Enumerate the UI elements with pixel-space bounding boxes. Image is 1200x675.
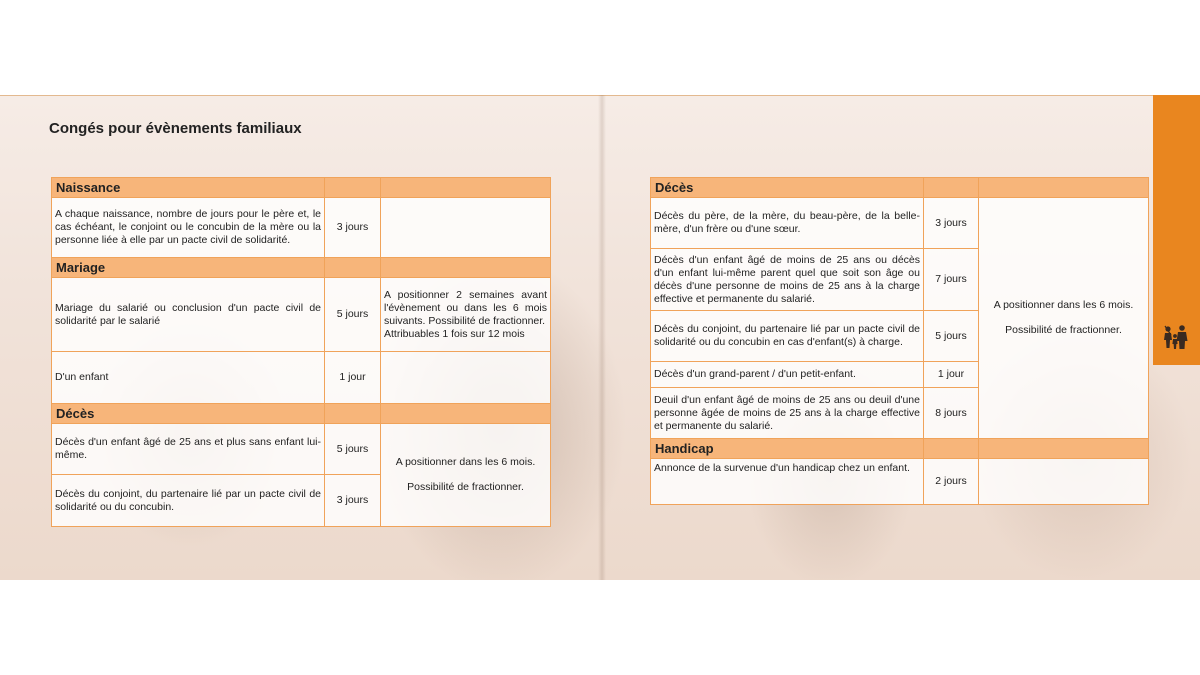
section-title: Handicap — [651, 439, 924, 459]
section-title: Naissance — [52, 178, 325, 198]
event-label: Décès du conjoint, du partenaire lié par un pacte civil de solidarité ou du concubin en cas d'enfant(s) à charge. — [651, 311, 924, 362]
days-value: 5 jours — [924, 311, 979, 362]
section-title: Mariage — [52, 258, 325, 278]
event-label: Décès du père, de la mère, du beau-père, de la belle-mère, d'un frère ou d'une sœur. — [651, 198, 924, 249]
conditions-note — [381, 424, 551, 527]
section-title: Décès — [651, 178, 924, 198]
event-label: Annonce de la survenue d'un handicap chez un enfant. — [651, 459, 924, 505]
table-row — [651, 459, 1149, 505]
event-label: Décès du conjoint, du partenaire lié par un pacte civil de solidarité ou du concubin. — [52, 475, 325, 527]
right-leave-table — [650, 177, 1149, 505]
note-line: Possibilité de fractionner. — [1005, 324, 1122, 336]
table-row — [52, 352, 551, 404]
note-line: Attribuables 1 fois sur 12 mois — [384, 327, 525, 340]
event-label: D'un enfant — [52, 352, 325, 404]
side-tab — [1153, 95, 1200, 365]
section-header-deces — [52, 404, 551, 424]
section-header-handicap — [651, 439, 1149, 459]
family-icon — [1162, 323, 1190, 351]
page-fold — [598, 95, 606, 580]
days-value: 1 jour — [325, 352, 381, 404]
days-value: 5 jours — [325, 278, 381, 352]
event-label: A chaque naissance, nombre de jours pour le père et, le cas échéant, le conjoint ou le concubin de la mère ou la personne liée à elle par un pacte civil de solidarité. — [52, 198, 325, 258]
table-row — [651, 198, 1149, 249]
section-header-mariage — [52, 258, 551, 278]
table-row — [52, 198, 551, 258]
note-line: Possibilité de fractionner. — [407, 481, 524, 493]
days-value: 1 jour — [924, 362, 979, 388]
left-leave-table — [51, 177, 551, 527]
days-value: 3 jours — [325, 475, 381, 527]
event-label: Décès d'un enfant âgé de 25 ans et plus sans enfant lui-même. — [52, 424, 325, 475]
event-label: Mariage du salarié ou conclusion d'un pacte civil de solidarité par le salarié — [52, 278, 325, 352]
section-header-naissance — [52, 178, 551, 198]
table-row — [52, 278, 551, 352]
conditions-note — [979, 198, 1149, 439]
section-title: Décès — [52, 404, 325, 424]
note-line: A positionner dans les 6 mois. — [395, 456, 536, 468]
days-value: 8 jours — [924, 388, 979, 439]
note-line: A positionner 2 semaines avant l'évènement ou dans les 6 mois suivants. Possibilité de fractionner. — [384, 288, 547, 327]
event-label: Deuil d'un enfant âgé de moins de 25 ans ou deuil d'une personne âgée de moins de 25 ans à la charge effective et permanente du salarié. — [651, 388, 924, 439]
conditions-note — [381, 278, 551, 352]
event-label: Décès d'un grand-parent / d'un petit-enfant. — [651, 362, 924, 388]
days-value: 5 jours — [325, 424, 381, 475]
page-title: Congés pour évènements familiaux — [49, 120, 302, 137]
section-header-deces — [651, 178, 1149, 198]
days-value: 2 jours — [924, 459, 979, 505]
days-value: 7 jours — [924, 249, 979, 311]
note-line: A positionner dans les 6 mois. — [993, 299, 1134, 311]
event-label: Décès d'un enfant âgé de moins de 25 ans ou décès d'un enfant lui-même parent quel que soit son âge ou décès d'une personne de moins de 25 ans à la charge effective et permanente du salarié. — [651, 249, 924, 311]
days-value: 3 jours — [325, 198, 381, 258]
days-value: 3 jours — [924, 198, 979, 249]
table-row — [52, 424, 551, 475]
brochure-spread — [0, 95, 1200, 580]
